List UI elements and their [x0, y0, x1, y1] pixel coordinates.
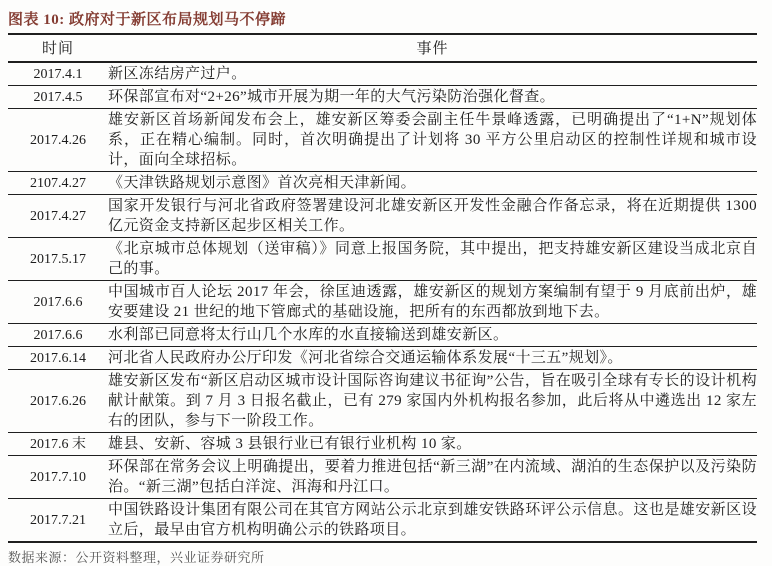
date-cell: 2017.6.26 [8, 370, 108, 433]
column-header-event: 事件 [108, 35, 757, 62]
table-row [8, 195, 757, 238]
table-row [8, 62, 757, 86]
table-row [8, 433, 757, 456]
date-cell: 2017.7.21 [8, 499, 108, 543]
table-row [8, 109, 757, 172]
table-row [8, 347, 757, 370]
table-row [8, 324, 757, 347]
event-cell: 雄安新区发布“新区启动区城市设计国际咨询建议书征询”公告，旨在吸引全球有专长的设计机构献计献策。到 7 月 3 日报名截止，已有 279 家国内外机构报名参加，此后将从中遴选出 12 家左右的团队，参与下一阶段工作。 [108, 370, 757, 433]
date-cell: 2017.4.1 [8, 62, 108, 86]
event-cell: 环保部宣布对“2+26”城市开展为期一年的大气污染防治强化督查。 [108, 86, 757, 109]
table-row [8, 499, 757, 543]
date-cell: 2017.4.27 [8, 195, 108, 238]
event-cell: 《北京城市总体规划（送审稿）》同意上报国务院，其中提出，把支持雄安新区建设当成北京自己的事。 [108, 238, 757, 281]
table-header [8, 35, 757, 62]
date-cell: 2017.6.6 [8, 281, 108, 324]
table-row [8, 238, 757, 281]
events-table-body [8, 62, 757, 542]
table-row [8, 172, 757, 195]
event-cell: 中国铁路设计集团有限公司在其官方网站公示北京到雄安铁路环评公示信息。这也是雄安新区设立后，最早由官方机构明确公示的铁路项目。 [108, 499, 757, 543]
date-cell: 2017.7.10 [8, 456, 108, 499]
date-cell: 2017.4.5 [8, 86, 108, 109]
event-cell: 雄安新区首场新闻发布会上，雄安新区筹委会副主任牛景峰透露，已明确提出了“1+N”规划体系，正在精心编制。同时，首次明确提出了计划将 30 平方公里启动区的控制性详规和城市设计，面向全球招标。 [108, 109, 757, 172]
event-cell: 新区冻结房产过户。 [108, 62, 757, 86]
table-row [8, 370, 757, 433]
event-cell: 雄县、安新、容城 3 县银行业已有银行业机构 10 家。 [108, 433, 757, 456]
date-cell: 2107.4.27 [8, 172, 108, 195]
event-cell: 河北省人民政府办公厅印发《河北省综合交通运输体系发展“十三五”规划》。 [108, 347, 757, 370]
date-cell: 2017.6 末 [8, 433, 108, 456]
event-cell: 中国城市百人论坛 2017 年会，徐匡迪透露，雄安新区的规划方案编制有望于 9 月底前出炉，雄安要建设 21 世纪的地下管廊式的基础设施，把所有的东西都放到地下去。 [108, 281, 757, 324]
column-header-time: 时间 [8, 35, 108, 62]
header-row [8, 35, 757, 62]
table-row [8, 456, 757, 499]
date-cell: 2017.6.14 [8, 347, 108, 370]
date-cell: 2017.5.17 [8, 238, 108, 281]
data-source-note: 数据来源：公开资料整理，兴业证券研究所 [8, 550, 265, 565]
events-table [8, 35, 757, 543]
table-row [8, 281, 757, 324]
figure-title: 图表 10: 政府对于新区布局规划马不停蹄 [8, 6, 757, 35]
date-cell: 2017.4.26 [8, 109, 108, 172]
event-cell: 《天津铁路规划示意图》首次亮相天津新闻。 [108, 172, 757, 195]
event-cell: 国家开发银行与河北省政府签署建设河北雄安新区开发性金融合作备忘录，将在近期提供 1300 亿元资金支持新区起步区相关工作。 [108, 195, 757, 238]
table-row [8, 86, 757, 109]
date-cell: 2017.6.6 [8, 324, 108, 347]
event-cell: 水利部已同意将太行山几个水库的水直接输送到雄安新区。 [108, 324, 757, 347]
event-cell: 环保部在常务会议上明确提出，要着力推进包括“新三湖”在内流域、湖泊的生态保护以及污染防治。“新三湖”包括白洋淀、洱海和丹江口。 [108, 456, 757, 499]
